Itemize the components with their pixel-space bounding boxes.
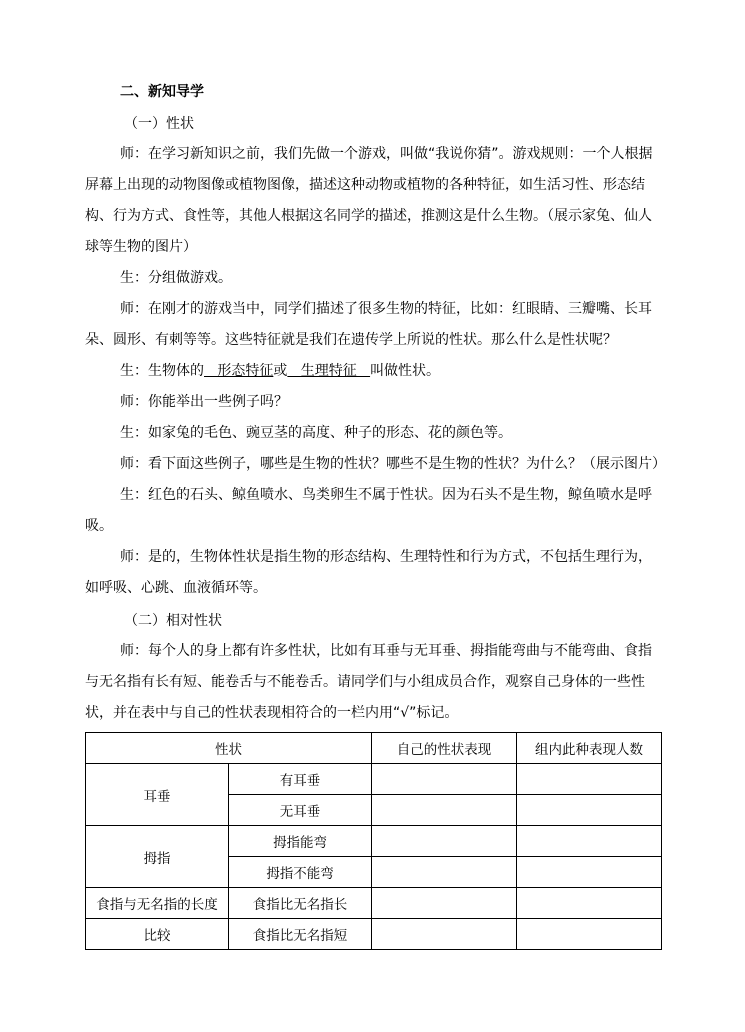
option-thumb-no-bend: 拇指不能弯 [229, 857, 372, 888]
definition-suffix: 叫做性状。 [370, 363, 441, 379]
cell-group-count[interactable] [517, 795, 662, 826]
option-earlobe-no: 无耳垂 [229, 795, 372, 826]
blank-morphology: 形态特征 [204, 363, 274, 379]
paragraph-example-question: 师：你能举出一些例子吗？ [120, 394, 288, 410]
paragraph-trait-summary: 师：是的，生物体性状是指生物的形态结构、生理特性和行为方式，不包括生理行为，如呼吸、心跳、血液循环等。 [85, 549, 652, 596]
blank-physiology: 生理特征 [287, 363, 371, 379]
table-row [86, 826, 662, 857]
trait-earlobe: 耳垂 [86, 764, 229, 826]
cell-group-count[interactable] [517, 919, 662, 950]
cell-group-count[interactable] [517, 826, 662, 857]
paragraph-trait-definition [85, 356, 663, 387]
header-self-expression: 自己的性状表现 [372, 733, 517, 764]
cell-self-expression[interactable] [372, 826, 517, 857]
cell-self-expression[interactable] [372, 857, 517, 888]
trait-finger-length-line2: 比较 [86, 919, 229, 950]
paragraph-game-intro: 师：在学习新知识之前，我们先做一个游戏，叫做“我说你猜”。游戏规则：一个人根据屏幕上出现的动物图像或植物图像，描述这种动物或植物的各种特征，如生活习性、形态结构、行为方式、食性等，其他人根据这名同学的描述，推测这是什么生物。（展示家兔、仙人球等生物的图片） [85, 146, 653, 255]
cell-self-expression[interactable] [372, 888, 517, 919]
cell-group-count[interactable] [517, 857, 662, 888]
table-row [86, 764, 662, 795]
trait-thumb: 拇指 [86, 826, 229, 888]
paragraph-student-game: 生：分组做游戏。 [120, 270, 232, 286]
traits-table [85, 732, 662, 950]
cell-self-expression[interactable] [372, 919, 517, 950]
cell-group-count[interactable] [517, 888, 662, 919]
cell-self-expression[interactable] [372, 764, 517, 795]
paragraph-non-traits: 生：红色的石头、鲸鱼喷水、鸟类卵生不属于性状。因为石头不是生物，鲸鱼喷水是呼吸。 [85, 487, 652, 534]
paragraph-examples: 生：如家兔的毛色、豌豆茎的高度、种子的形态、花的颜色等。 [120, 425, 512, 441]
definition-prefix: 生：生物体的 [120, 363, 204, 379]
subsection-title-relative-traits: （二）相对性状 [124, 613, 222, 629]
paragraph-image-question: 师：看下面这些例子，哪些是生物的性状？哪些不是生物的性状？为什么？（展示图片） [120, 456, 666, 472]
paragraph-relative-traits: 师：每个人的身上都有许多性状，比如有耳垂与无耳垂、拇指能弯曲与不能弯曲、食指与无名指有长有短、能卷舌与不能卷舌。请同学们与小组成员合作，观察自己身体的一些性状，并在表中与自己的性状表现相符合的一栏内用“√”标记。 [85, 643, 652, 721]
table-row [86, 888, 662, 919]
section-heading: 二、新知导学 [120, 84, 204, 100]
header-group-count: 组内此种表现人数 [517, 733, 662, 764]
paragraph-trait-question: 师：在刚才的游戏当中，同学们描述了很多生物的特征，比如：红眼睛、三瓣嘴、长耳朵、圆形、有刺等等。这些特征就是我们在遗传学上所说的性状。那么什么是性状呢？ [85, 301, 652, 348]
subsection-title-traits: （一）性状 [124, 116, 194, 132]
option-earlobe-yes: 有耳垂 [229, 764, 372, 795]
option-index-longer: 食指比无名指长 [229, 888, 372, 919]
option-index-shorter: 食指比无名指短 [229, 919, 372, 950]
cell-self-expression[interactable] [372, 795, 517, 826]
table-header-row [86, 733, 662, 764]
option-thumb-bend: 拇指能弯 [229, 826, 372, 857]
header-trait: 性状 [86, 733, 372, 764]
cell-group-count[interactable] [517, 764, 662, 795]
trait-finger-length-line1: 食指与无名指的长度 [86, 888, 229, 919]
table-row [86, 919, 662, 950]
definition-middle: 或 [273, 363, 288, 379]
